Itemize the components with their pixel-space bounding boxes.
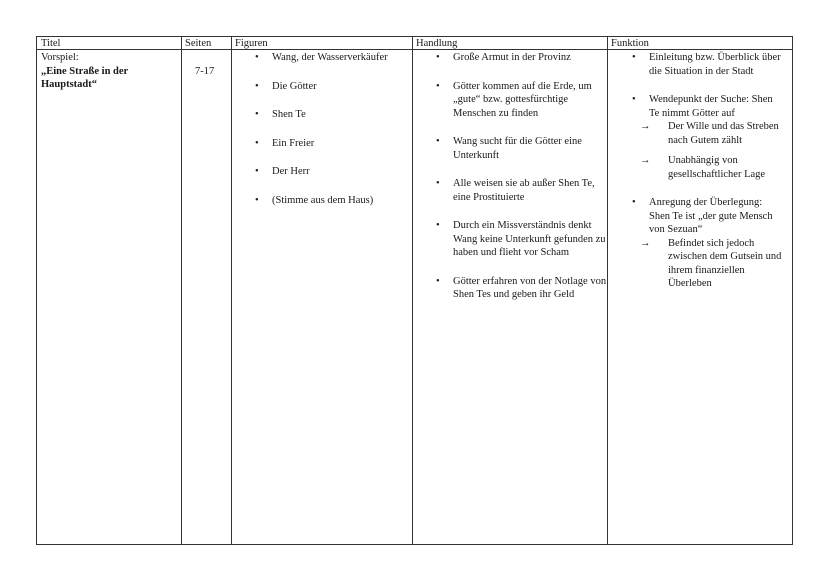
header-handlung: Handlung bbox=[416, 38, 458, 49]
arrow-icon: → bbox=[640, 121, 651, 132]
header-seiten: Seiten bbox=[185, 38, 212, 49]
column-divider bbox=[231, 37, 232, 544]
header-figuren: Figuren bbox=[235, 38, 268, 49]
sub-item: → Befindet sich jedoch zwischen dem Gutsein und ihrem finanziellen Überleben bbox=[640, 237, 782, 289]
list-item: • Einleitung bzw. Überblick über die Situation in der Stadt bbox=[632, 52, 781, 77]
list-item: • Wang, der Wasserverkäufer bbox=[255, 52, 388, 63]
header-divider bbox=[37, 49, 792, 50]
titel-label: Vorspiel: bbox=[41, 52, 79, 63]
column-divider bbox=[412, 37, 413, 544]
titel-scene: „Eine Straße in der Hauptstadt“ bbox=[41, 65, 129, 90]
cell-figuren bbox=[255, 51, 411, 207]
cell-titel bbox=[41, 51, 177, 92]
arrow-icon: → bbox=[640, 237, 651, 249]
cell-funktion bbox=[632, 51, 784, 291]
column-divider bbox=[181, 37, 182, 544]
list-item: • Der Herr bbox=[255, 166, 310, 177]
cell-seiten: 7-17 bbox=[195, 66, 215, 77]
sub-item: → Unabhängig von gesellschaftlicher Lage bbox=[640, 155, 766, 180]
list-item: • Durch ein Missverständnis denkt Wang keine Unterkunft gefunden zu haben und flieht vor Scham bbox=[436, 220, 606, 258]
list-item: • Die Götter bbox=[255, 80, 317, 92]
list-item: • Götter kommen auf die Erde, um „gute“ bzw. gottesfürchtige Menschen zu finden bbox=[436, 80, 592, 119]
list-item: • Anregung der Überlegung: Shen Te ist „der gute Mensch von Sezuan“ → Befindet sich jedoch zwischen dem Gutsein und ihrem finanziellen Überleben bbox=[632, 196, 784, 291]
list-item: • (Stimme aus dem Haus) bbox=[255, 194, 374, 206]
list-item: • Götter erfahren von der Notlage von Shen Tes und geben ihr Geld bbox=[436, 275, 607, 300]
header-funktion: Funktion bbox=[611, 38, 649, 49]
sub-item: → Der Wille und das Streben nach Gutem zählt bbox=[640, 121, 779, 146]
cell-handlung bbox=[436, 51, 608, 302]
list-item: • Wang sucht für die Götter eine Unterkunft bbox=[436, 136, 582, 161]
list-item: • Wendepunkt der Suche: Shen Te nimmt Götter auf → Der Wille und das Streben nach Gutem zählt → Unabhängig von gesellschaftlicher Lage bbox=[632, 93, 784, 181]
content-table bbox=[36, 36, 793, 545]
list-item: • Alle weisen sie ab außer Shen Te, eine Prostituierte bbox=[436, 178, 595, 203]
list-item: • Große Armut in der Provinz bbox=[436, 52, 571, 63]
list-item: • Shen Te bbox=[255, 109, 306, 120]
header-titel: Titel bbox=[41, 38, 61, 49]
list-item: • Ein Freier bbox=[255, 137, 315, 149]
arrow-icon: → bbox=[640, 155, 651, 166]
